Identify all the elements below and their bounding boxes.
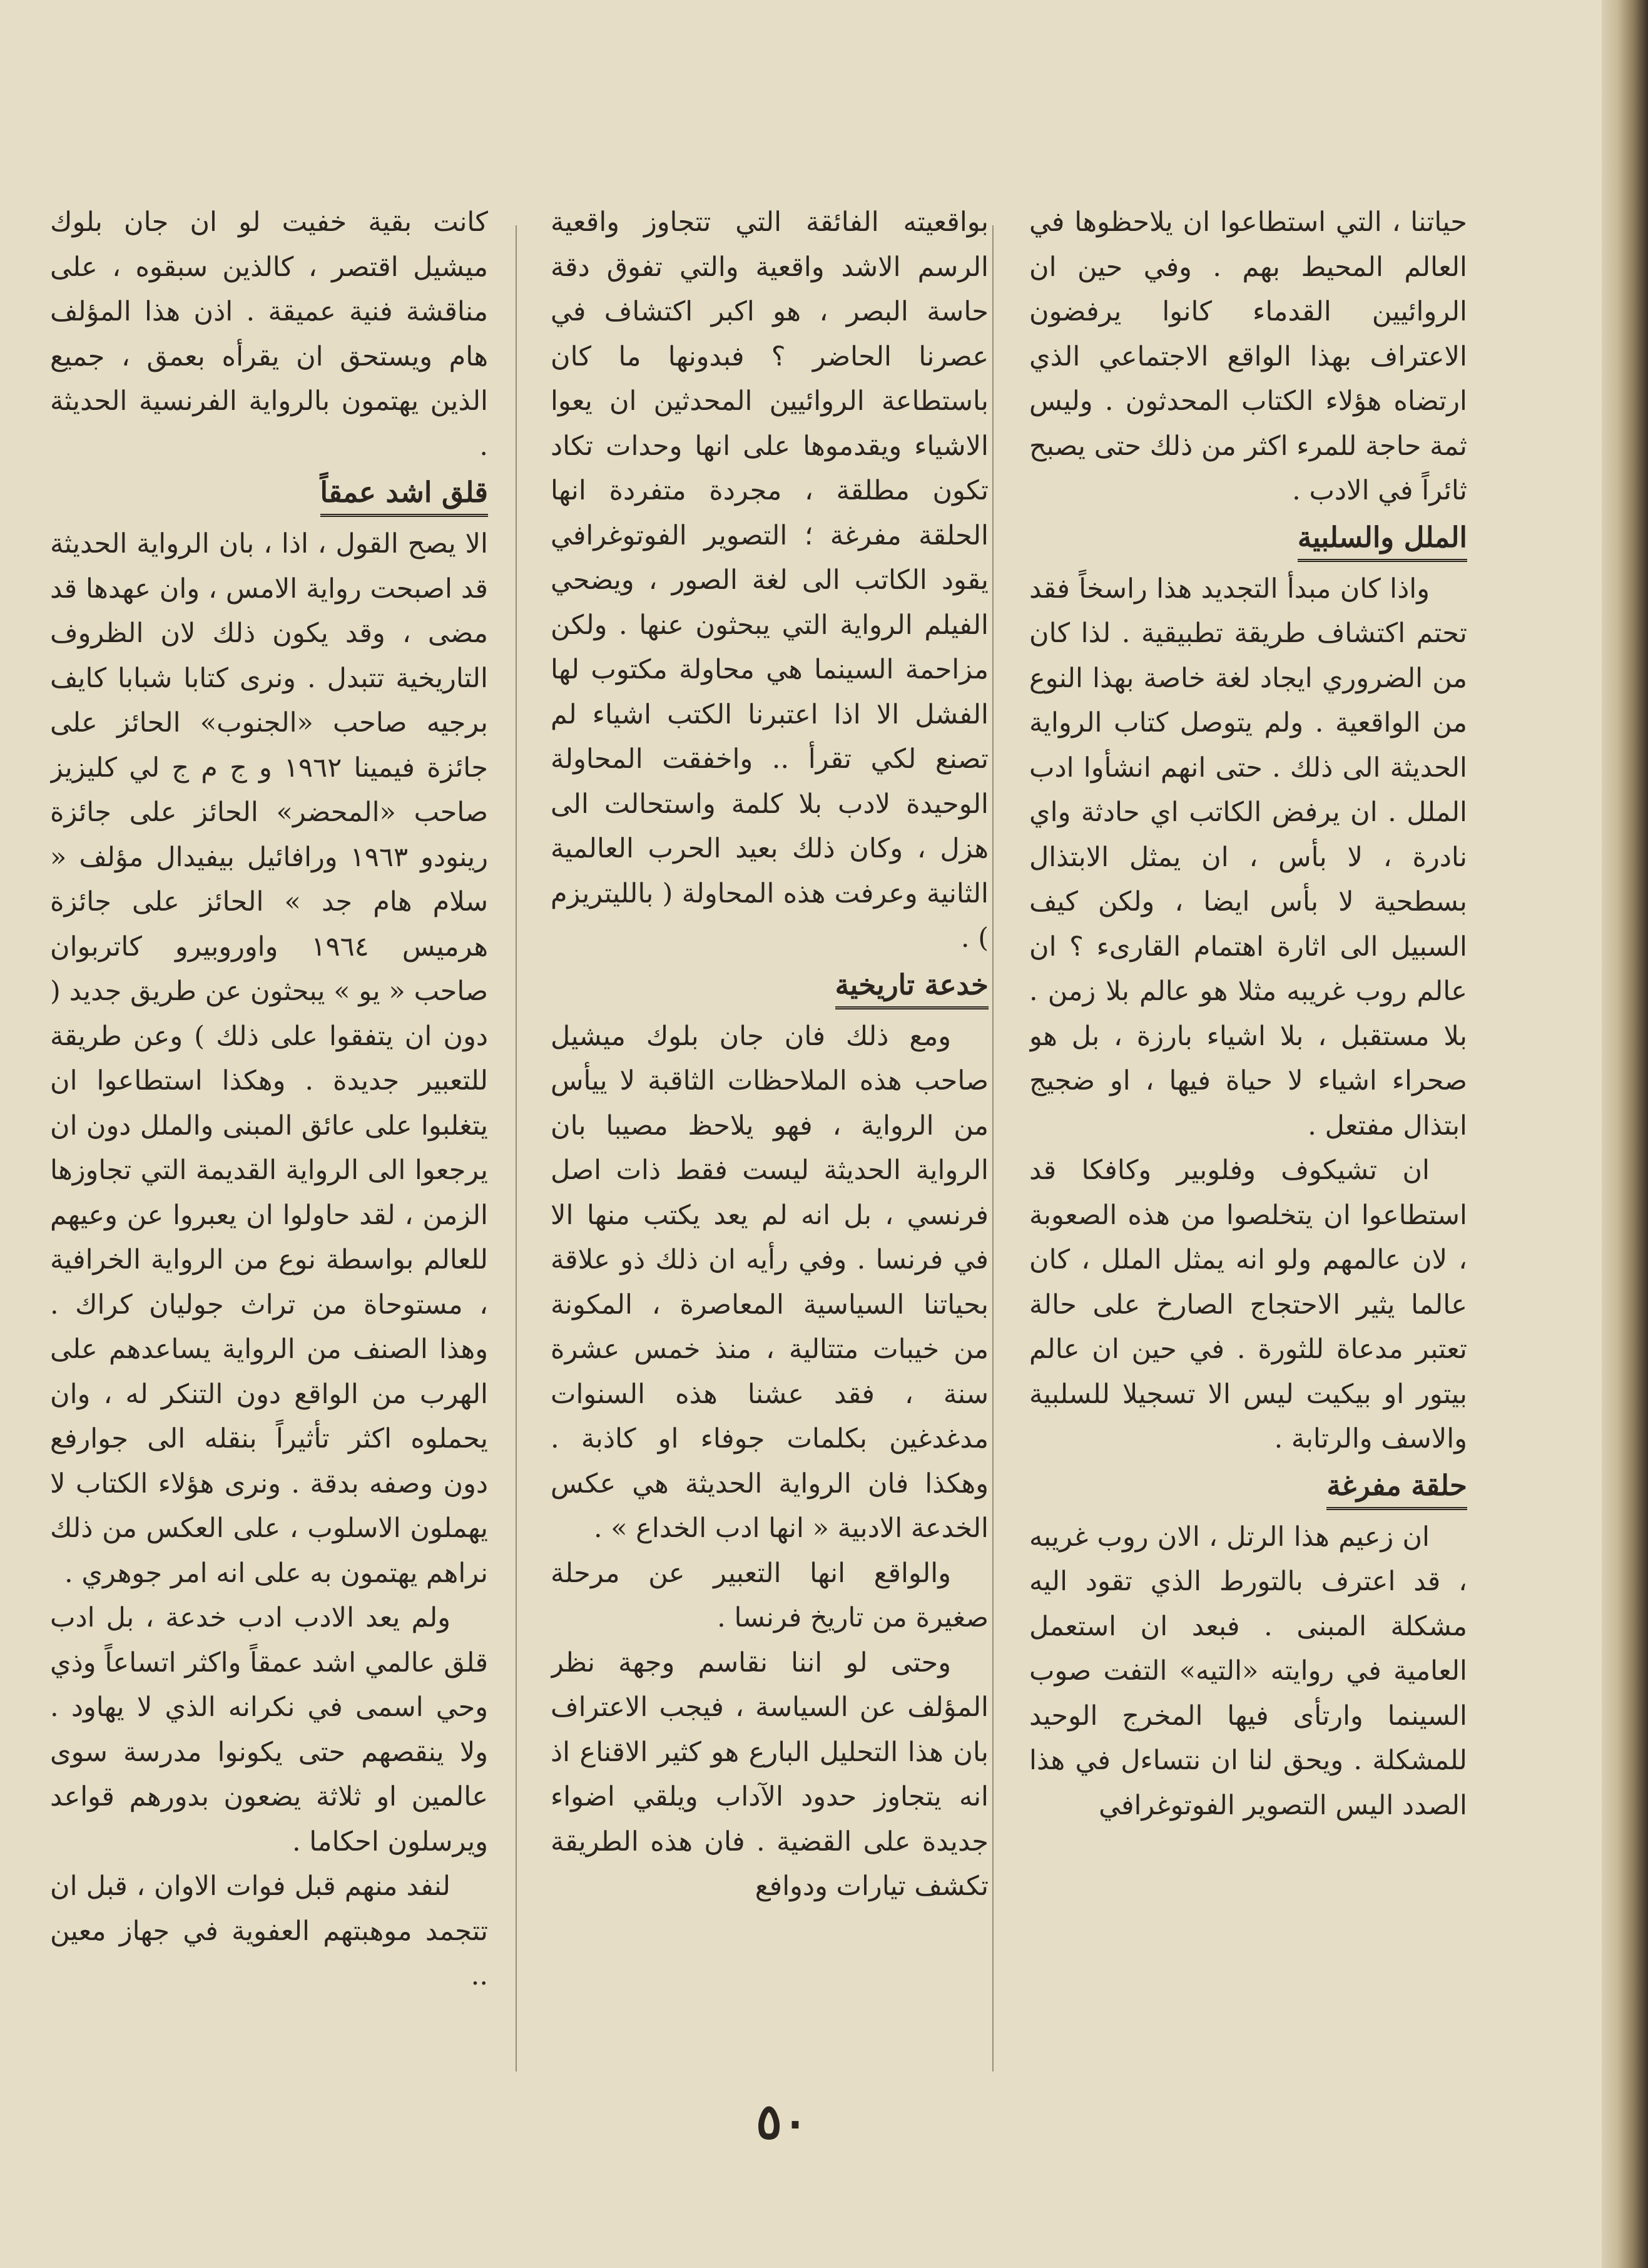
column-middle [551,200,989,2065]
paragraph: ان زعيم هذا الرتل ، الان روب غريبه ، قد اعترف بالتورط الذي تقود اليه مشكلة المبنى . فبعد ان استعمل العامية في روايته «التيه» التفت صوب السينما وارتأى فيها المخرج الوحيد للمشكلة . ويحق لنا ان نتساءل في هذا الصدد اليس التصوير الفوتوغرافي [1029,1521,1467,1821]
paragraph: ان تشيكوف وفلوبير وكافكا قد استطاعوا ان يتخلصوا من هذه الصعوبة ، لان عالمهم ولو انه يمثل الملل ، كان عالما يثير الاحتجاج الصارخ على حالة تعتبر مدعاة للثورة . في حين ان عالم بيتور او بيكيت ليس الا تسجيلا للسلبية والاسف والرتابة . [1029,1155,1467,1454]
section-heading-wrap [50,469,488,522]
column-divider [516,225,517,2071]
column-divider [992,225,994,2071]
paragraph: واذا كان مبدأ التجديد هذا راسخاً فقد تحتم اكتشاف طريقة تطبيقية . لذا كان من الضروري ايجاد لغة خاصة بهذا النوع من الواقعية . ولم يتوصل كتاب الرواية الحديثة الى ذلك . حتى انهم انشأوا ادب الملل . ان يرفض الكاتب اي حادثة واي نادرة ، لا بأس ، ان يمثل الابتذال بسطحية لا بأس ايضا ، ولكن كيف السبيل الى اثارة اهتمام القارىء ؟ ان عالم روب غريبه مثلا هو عالم بلا زمن . بلا مستقبل ، بلا اشياء بارزة ، بل هو صحراء اشياء لا حياة فيها ، او ضجيج ابتذال مفتعل . [1029,573,1467,1142]
page-edge [1602,0,1648,2268]
section-heading-wrap [1029,514,1467,567]
paragraph: كانت بقية خفيت لو ان جان بلوك ميشيل اقتصر ، كالذين سبقوه ، على مناقشة فنية عميقة . اذن هذا المؤلف هام ويستحق ان يقرأه بعمق ، جميع الذين يهتمون بالرواية الفرنسية الحديثة . [50,207,488,462]
page-number: ٥٠ [756,2093,808,2150]
section-heading-wrap [1029,1462,1467,1515]
paragraph: لنفد منهم قبل فوات الاوان ، قبل ان تتجمد موهبتهم العفوية في جهاز معين .. [50,1871,488,1991]
section-heading: الملل والسلبية [1298,518,1467,562]
paragraph: والواقع انها التعبير عن مرحلة صغيرة من تاريخ فرنسا . [551,1557,989,1633]
paragraph: وحتى لو اننا نقاسم وجهة نظر المؤلف عن السياسة ، فيجب الاعتراف بان هذا التحليل البارع هو كثير الاقناع اذ انه يتجاوز حدود الآداب ويلقي اضواء جديدة على القضية . فان هذه الطريقة تكشف تيارات ودوافع [551,1647,989,1902]
paragraph: ومع ذلك فان جان بلوك ميشيل صاحب هذه الملاحظات الثاقبة لا ييأس من الرواية ، فهو يلاحظ مصيبا بان الرواية الحديثة ليست فقط ذات اصل فرنسي ، بل انه لم يعد يكتب منها الا في فرنسا . وفي رأيه ان ذلك ذو علاقة بحياتنا السياسية المعاصرة ، المكونة من خيبات متتالية ، منذ خمس عشرة سنة ، فقد عشنا هذه السنوات مدغدغين بكلمات جوفاء او كاذبة . وهكذا فان الرواية الحديثة هي عكس الخدعة الادبية « انها ادب الخداع » . [551,1020,989,1544]
paragraph: ولم يعد الادب ادب خدعة ، بل ادب قلق عالمي اشد عمقاً واكثر اتساعاً وذي وحي اسمى في نكرانه الذي لا يهاود . ولا ينقصهم حتى يكونوا مدرسة سوى عالمين او ثلاثة يضعون بدورهم قواعد ويرسلون احكاما . [50,1602,488,1857]
paragraph: الا يصح القول ، اذا ، بان الرواية الحديثة قد اصبحت رواية الامس ، وان عهدها قد مضى ، وقد يكون ذلك لان الظروف التاريخية تتبدل . ونرى كتابا شبابا كايف برجيه صاحب «الجنوب» الحائز على جائزة فيمينا ١٩٦٢ و ج م ج لي كليزيز صاحب «المحضر» الحائز على جائزة رينودو ١٩٦٣ ورافائيل بيفيدال مؤلف « سلام هام جد » الحائز على جائزة هرميس ١٩٦٤ واوروبيرو كاتربوان صاحب « يو » يبحثون عن طريق جديد ( دون ان يتفقوا على ذلك ) وعن طريقة للتعبير جديدة . وهكذا استطاعوا ان يتغلبوا على عائق المبنى والملل دون ان يرجعوا الى الرواية القديمة التي تجاوزها الزمن ، لقد حاولوا ان يعبروا عن وعيهم للعالم بواسطة نوع من الرواية الخرافية ، مستوحاة من تراث جوليان كراك . وهذا الصنف من الرواية يساعدهم على الهرب من الواقع دون التنكر له ، وان يحملوه اكثر تأثيراً بنقله الى جوارفع دون وصفه بدقة . ونرى هؤلاء الكتاب لا يهملون الاسلوب ، على العكس من ذلك نراهم يهتمون به على انه امر جوهري . [50,528,488,1589]
column-left [50,200,488,2065]
paragraph: حياتنا ، التي استطاعوا ان يلاحظوها في العالم المحيط بهم . وفي حين ان الروائيين القدماء كانوا يرفضون الاعتراف بهذا الواقع الاجتماعي الذي ارتضاه هؤلاء الكتاب المحدثون . وليس ثمة حاجة للمرء اكثر من ذلك حتى يصبح ثائراً في الادب . [1029,207,1467,506]
section-heading-wrap [551,961,989,1014]
section-heading: قلق اشد عمقاً [320,472,488,517]
column-right [1029,200,1467,2065]
section-heading: خدعة تاريخية [835,965,989,1009]
section-heading: حلقة مفرغة [1326,1466,1467,1510]
paragraph: بواقعيته الفائقة التي تتجاوز واقعية الرسم الاشد واقعية والتي تفوق دقة حاسة البصر ، هو اكبر اكتشاف في عصرنا الحاضر ؟ فبدونها ما كان باستطاعة الروائيين المحدثين ان يعوا الاشياء ويقدموها على انها وحدات تكاد تكون مطلقة ، مجردة متفردة انها الحلقة مفرغة ؛ التصوير الفوتوغرافي يقود الكاتب الى لغة الصور ، ويضحي الفيلم الرواية التي يبحثون عنها . ولكن مزاحمة السينما هي محاولة مكتوب لها الفشل الا اذا اعتبرنا الكتب اشياء لم تصنع لكي تقرأ .. واخفقت المحاولة الوحيدة لادب بلا كلمة واستحالت الى هزل ، وكان ذلك بعيد الحرب العالمية الثانية وعرفت هذه المحاولة ( بالليتريزم ) . [551,207,989,954]
